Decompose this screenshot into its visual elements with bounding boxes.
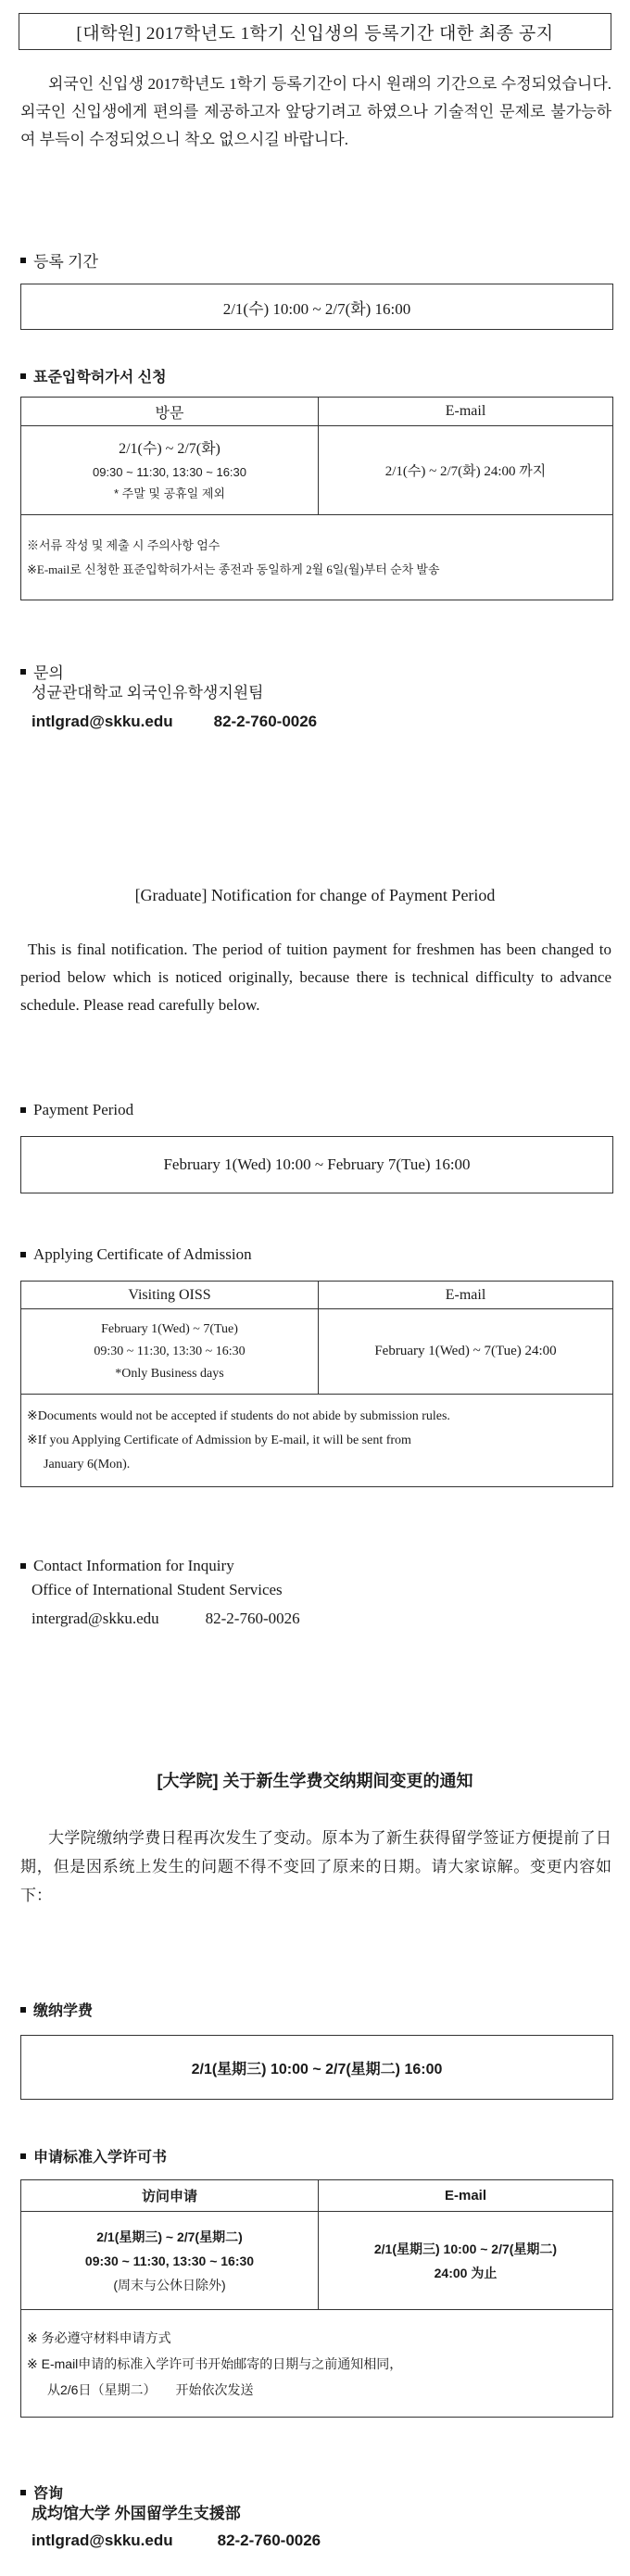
note-line: ※ 务必遵守材料申请方式 [27,2330,171,2345]
visit-times: 09:30 ~ 11:30, 13:30 ~ 16:30 [94,1344,246,1358]
email-until: 24:00 为止 [434,2265,498,2280]
visit-dates: February 1(Wed) ~ 7(Tue) [101,1321,238,1336]
chinese-title: [大学院] 关于新生学费交纳期间变更的通知 [157,1772,473,1790]
email-cell [319,2212,613,2310]
visit-cell [21,2212,319,2310]
heading-label: Applying Certificate of Admission [33,1245,252,1263]
visit-dates: 2/1(星期三) ~ 2/7(星期二) [96,2229,243,2244]
contact-line [32,707,317,736]
heading-label: 缴纳学费 [33,2003,94,2019]
notes-cell [21,1395,613,1487]
english-paragraph: This is final notification. The period of tuition payment for freshmen has been changed to period below which is noticed originally, because there is technical difficulty to advance schedule. Please read carefully below. [20,941,611,1014]
heading-label: 문의 [33,664,64,682]
visit-note: *Only Business days [115,1366,224,1381]
contact-office: 成均馆大学 外国留学生支援部 [32,2505,241,2522]
chinese-admission-heading [20,2145,167,2166]
korean-admission-table [20,397,613,600]
bullet-icon [20,373,26,379]
period-text: 2/1(星期三) 10:00 ~ 2/7(星期二) 16:00 [191,2061,443,2077]
english-contact-heading [20,1557,234,1575]
chinese-contact-info [32,2500,321,2554]
contact-line [32,1604,300,1633]
visit-note: (周末与公休日除外) [113,2277,226,2292]
column-header-visit: 访问申请 [21,2180,319,2212]
column-header-email: E-mail [319,1282,613,1309]
column-header-email: E-mail [319,398,613,426]
bullet-icon [20,1563,26,1569]
note-line: ※ E-mail申请的标准入学许可书开始邮寄的日期与之前通知相同， [27,2355,403,2371]
email-cell [319,1309,613,1395]
bullet-icon [20,1107,26,1113]
column-header-visit: Visiting OISS [21,1282,319,1309]
chinese-payment-period [20,2035,613,2100]
contact-email[interactable]: intlgrad@skku.edu [32,2532,173,2549]
heading-label: 표준입학허가서 신청 [33,370,167,385]
visit-times: 09:30 ~ 11:30, 13:30 ~ 16:30 [92,464,247,479]
english-payment-period [20,1136,613,1193]
korean-paragraph: 외국인 신입생 2017학년도 1학기 등록기간이 다시 원래의 기간으로 수정되었습니다. 외국인 신입생에게 편의를 제공하고자 앞당기려고 하였으나 기술적인 문제로 불가능하여 부득이 수정되었으니 착오 없으시길 바랍니다. [20,75,611,148]
contact-office: 성균관대학교 외국인유학생지원팀 [32,684,264,701]
email-dates: February 1(Wed) ~ 7(Tue) 24:00 [374,1344,557,1358]
chinese-admission-table [20,2179,613,2418]
heading-label: 咨询 [33,2486,64,2502]
english-payment-heading [20,1101,133,1119]
period-text: February 1(Wed) 10:00 ~ February 7(Tue) 16:00 [163,1155,471,1173]
english-admission-table [20,1281,613,1487]
contact-phone: 82-2-760-0026 [205,1610,300,1627]
note-line: January 6(Mon). [44,1457,131,1471]
english-admission-heading [20,1245,252,1264]
chinese-payment-heading [20,1999,93,2020]
english-contact-info [32,1575,300,1633]
heading-label: 등록 기간 [33,253,98,271]
column-header-visit: 방문 [21,398,319,426]
note-line: ※Documents would not be accepted if students do not abide by submission rules. [27,1408,450,1423]
email-cell [319,426,613,515]
korean-title: [대학원] 2017학년도 1학기 신입생의 등록기간 대한 최종 공지 [19,13,611,50]
visit-note: * 주말 및 공휴일 제외 [114,486,225,500]
contact-email[interactable]: intergrad@skku.edu [32,1610,159,1627]
english-title: [Graduate] Notification for change of Payment Period [134,886,496,904]
notes-cell [21,515,613,600]
contact-phone: 82-2-760-0026 [213,713,318,730]
bullet-icon [20,2153,26,2159]
column-header-email: E-mail [319,2180,613,2212]
korean-admission-heading [20,365,167,386]
korean-contact-info [32,678,317,736]
bullet-icon [20,258,26,263]
visit-dates: 2/1(수) ~ 2/7(화) [119,440,220,457]
bullet-icon [20,2007,26,2013]
heading-label: Payment Period [33,1101,134,1118]
period-text: 2/1(수) 10:00 ~ 2/7(화) 16:00 [222,299,411,318]
contact-line [32,2527,321,2554]
chinese-paragraph: 大学院缴纳学费日程再次发生了变动。原本为了新生获得留学签证方便提前了日期，但是因系统上发生的问题不得不变回了原来的日期。请大家谅解。变更内容如下： [20,1829,611,1904]
bullet-icon [20,2490,26,2495]
heading-label: 申请标准入学许可书 [33,2150,168,2166]
visit-times: 09:30 ~ 11:30, 13:30 ~ 16:30 [84,2253,255,2268]
heading-label: Contact Information for Inquiry [33,1557,234,1574]
visit-cell [21,426,319,515]
note-line: ※If you Applying Certificate of Admission by E-mail, it will be sent from [27,1433,411,1447]
notes-cell [21,2310,613,2418]
email-dates: 2/1(星期三) 10:00 ~ 2/7(星期二) [373,2241,558,2256]
note-line: 从2/6日（星期二） 开始依次发送 [47,2381,254,2397]
contact-office: Office of International Student Services [32,1581,283,1598]
korean-registration-period [20,284,613,330]
visit-cell [21,1309,319,1395]
note-line: ※E-mail로 신청한 표준입학허가서는 종전과 동일하게 2월 6일(월)부터 순차 발송 [27,562,440,576]
note-line: ※서류 작성 및 제출 시 주의사항 엄수 [27,537,220,552]
contact-email[interactable]: intlgrad@skku.edu [32,713,173,730]
contact-phone: 82-2-760-0026 [217,2532,321,2549]
bullet-icon [20,669,26,675]
email-dates: 2/1(수) ~ 2/7(화) 24:00 까지 [384,464,547,479]
korean-registration-heading [20,248,98,271]
bullet-icon [20,1252,26,1257]
